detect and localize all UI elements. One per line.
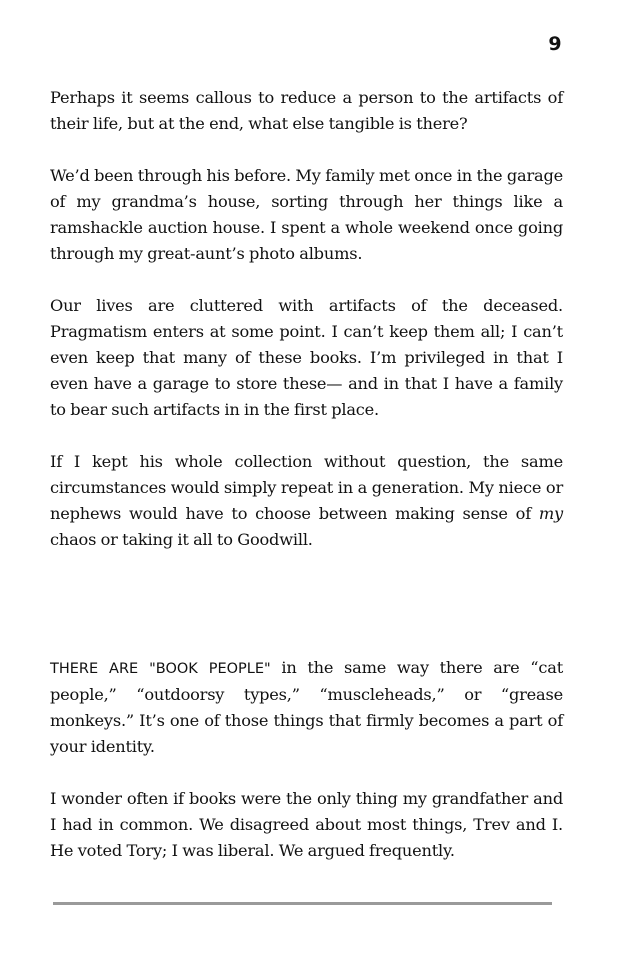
reading-progress-bar [53, 902, 552, 905]
section-lead-in: THERE ARE "BOOK PEOPLE" [50, 661, 271, 677]
paragraph: Perhaps it seems callous to reduce a person to the artifacts of their life, but at the end, what else tangible is there? [50, 88, 563, 133]
paragraph [50, 449, 563, 553]
page-number: 9 [548, 33, 562, 55]
paragraph-text: If I kept his whole collection without question, the same circumstances would simply repeat in a generation. My niece or nephews would have to choose between making sense of [50, 452, 563, 523]
section-opening-paragraph [50, 655, 563, 760]
reading-progress-fill [53, 902, 552, 905]
paragraph: We’d been through his before. My family met once in the garage of my grandma’s house, sorting through her things like a ramshackle auction house. I spent a whole weekend once going through my great-aunt’s photo albums. [50, 166, 563, 263]
paragraph: I wonder often if books were the only thing my grandfather and I had in common. We disagreed about most things, Trev and I. He voted Tory; I was liberal. We argued frequently. [50, 789, 563, 860]
paragraph-text: in the same way there are “cat people,” “outdoorsy types,” “muscleheads,” or “grease monkeys.” It’s one of those things that firmly becomes a part of your identity. [50, 658, 563, 756]
page-body [50, 85, 563, 864]
paragraph-text: chaos or taking it all to Goodwill. [50, 530, 313, 549]
emphasis-text: my [538, 504, 563, 523]
section-break [50, 553, 563, 655]
paragraph: Our lives are cluttered with artifacts of the deceased. Pragmatism enters at some point. I can’t keep them all; I can’t even keep that many of these books. I’m privileged in that I even have a garage to store these— and in that I have a family to bear such artifacts in in the first place. [50, 296, 563, 419]
